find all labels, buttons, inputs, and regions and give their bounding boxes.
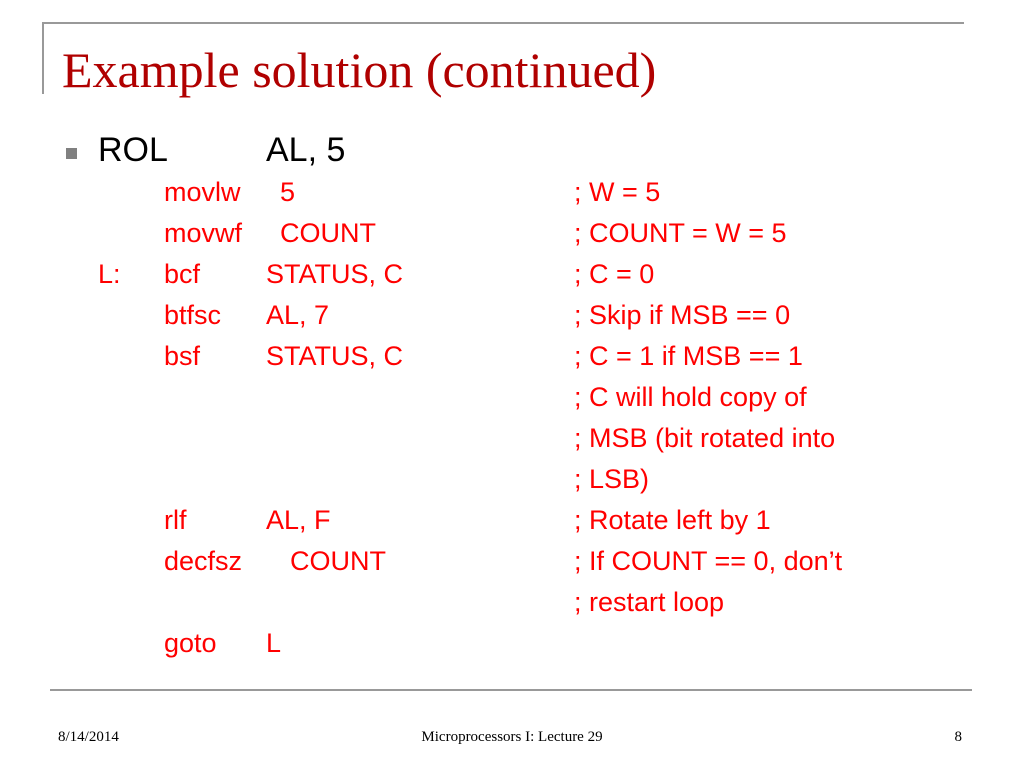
code-comment: ; MSB (bit rotated into bbox=[574, 423, 836, 453]
code-opcode: btfsc bbox=[164, 300, 222, 330]
code-opcode: movwf bbox=[164, 218, 243, 248]
code-operand: COUNT bbox=[280, 218, 376, 248]
code-comment: ; Skip if MSB == 0 bbox=[574, 300, 791, 330]
code-line bbox=[0, 213, 1024, 254]
code-opcode: goto bbox=[164, 628, 217, 658]
code-comment: ; C = 1 if MSB == 1 bbox=[574, 341, 803, 371]
code-comment: ; Rotate left by 1 bbox=[574, 505, 771, 535]
code-comment: ; C will hold copy of bbox=[574, 382, 807, 412]
footer-date: 8/14/2014 bbox=[58, 729, 119, 745]
code-line bbox=[0, 336, 1024, 377]
code-line bbox=[0, 541, 1024, 582]
code-operand: L bbox=[266, 628, 282, 658]
bullet-instruction: ROL bbox=[98, 131, 168, 169]
code-operand: AL, F bbox=[266, 505, 331, 535]
code-line bbox=[0, 295, 1024, 336]
code-comment: ; COUNT = W = 5 bbox=[574, 218, 787, 248]
footer-page-number: 8 bbox=[954, 729, 962, 745]
code-comment: ; If COUNT == 0, don’t bbox=[574, 546, 843, 576]
code-line bbox=[0, 623, 1024, 664]
code-opcode: bsf bbox=[164, 341, 201, 371]
bullet-square-icon bbox=[66, 148, 77, 159]
code-line bbox=[0, 254, 1024, 295]
code-label: L: bbox=[98, 259, 121, 289]
code-opcode: movlw bbox=[164, 177, 241, 207]
code-line bbox=[0, 500, 1024, 541]
code-opcode: bcf bbox=[164, 259, 201, 289]
code-line bbox=[0, 377, 1024, 418]
code-comment: ; W = 5 bbox=[574, 177, 661, 207]
code-comment: ; C = 0 bbox=[574, 259, 655, 289]
footer-divider bbox=[50, 689, 972, 691]
code-line bbox=[0, 172, 1024, 213]
title-frame-top-line bbox=[42, 22, 964, 24]
title-frame-left-line bbox=[42, 22, 44, 94]
bullet-operands: AL, 5 bbox=[266, 131, 346, 169]
code-operand: STATUS, C bbox=[266, 259, 404, 289]
footer-course-title: Microprocessors I: Lecture 29 bbox=[421, 729, 603, 745]
code-operand: AL, 7 bbox=[266, 300, 330, 330]
slide-title: Example solution (continued) bbox=[62, 42, 657, 98]
code-operand: COUNT bbox=[290, 546, 386, 576]
code-line bbox=[0, 582, 1024, 623]
code-line bbox=[0, 418, 1024, 459]
code-line bbox=[0, 459, 1024, 500]
code-comment: ; LSB) bbox=[574, 464, 650, 494]
code-opcode: rlf bbox=[164, 505, 187, 535]
code-operand: 5 bbox=[280, 177, 296, 207]
code-operand: STATUS, C bbox=[266, 341, 404, 371]
code-opcode: decfsz bbox=[164, 546, 243, 576]
code-comment: ; restart loop bbox=[574, 587, 725, 617]
